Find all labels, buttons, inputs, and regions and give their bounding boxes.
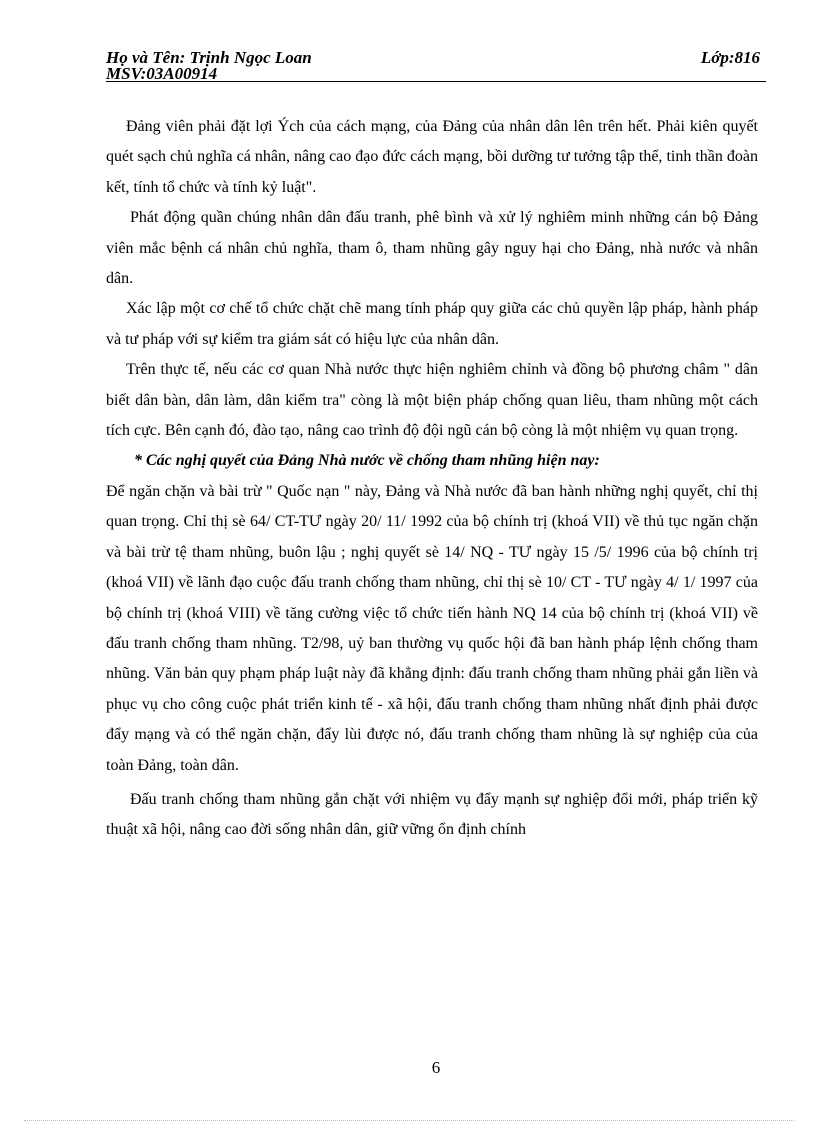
- paragraph: Xác lập một cơ chế tổ chức chặt chẽ mang tính pháp quy giữa các chủ quyền lập pháp, hành pháp và tư pháp với sự kiểm tra giám sát có hiệu lực của nhân dân.: [106, 300, 758, 348]
- header-rule: [106, 81, 766, 82]
- author-name: Họ và Tên: Trịnh Ngọc Loan: [106, 48, 312, 67]
- section-heading: * Các nghị quyết của Đảng Nhà nước về chống tham nhũng hiện nay:: [134, 452, 600, 470]
- document-body: [106, 112, 758, 846]
- page-number: 6: [431, 1058, 441, 1077]
- paragraph: Đảng viên phải đặt lợi Ých của cách mạng, của Đảng của nhân dân lên trên hết. Phải kiên quyết quét sạch chủ nghĩa cá nhân, nâng cao đạo đức cách mạng, bồi dưỡng tư tưởng tập thể, tinh thần đoàn kết, tính tổ chức và tính kỷ luật".: [106, 118, 758, 196]
- paragraph: Để ngăn chặn và bài trừ " Quốc nạn " này, Đảng và Nhà nước đã ban hành những nghị quyết, chỉ thị quan trọng. Chỉ thị sè 64/ CT-TƯ ngày 20/ 11/ 1992 của bộ chính trị (khoá VII) về thủ tục ngăn chặn và bài trừ tệ tham nhũng, buôn lậu ; nghị quyết sè 14/ NQ - TƯ ngày 15 /5/ 1996 của bộ chính trị (khoá VII) về lãnh đạo cuộc đấu tranh chống tham nhũng, chỉ thị sè 10/ CT - TƯ ngày 4/ 1/ 1997 của bộ chính trị (khoá VIII) về tăng cường việc tổ chức tiến hành NQ 14 của bộ chính trị (khoá VII) về đấu tranh chống tham nhũng. T2/98, uỷ ban thường vụ quốc hội đã ban hành pháp lệnh chống tham nhũng. Văn bản quy phạm pháp luật này đã khẳng định: đấu tranh chống tham nhũng phải gắn liền và phục vụ cho công cuộc phát triển kinh tế - xã hội, đấu tranh chống tham nhũng nhất định phải được đẩy mạng và có thể ngăn chặn, đẩy lùi được nó, đấu tranh chống tham nhũng là sự nghiệp của của toàn Đảng, toàn dân.: [106, 482, 758, 774]
- paragraph: Phát động quần chúng nhân dân đấu tranh, phê bình và xử lý nghiêm minh những cán bộ Đảng viên mắc bệnh cá nhân chủ nghĩa, tham ô, tham nhũng gây nguy hại cho Đảng, nhà nước và nhân dân.: [106, 209, 758, 288]
- paragraph: Trên thực tế, nếu các cơ quan Nhà nước thực hiện nghiêm chỉnh và đồng bộ phương châm " dân biết dân bàn, dân làm, dân kiểm tra" còng là một biện pháp chống quan liêu, tham nhũng một cách tích cực. Bên cạnh đó, đào tạo, nâng cao trình độ đội ngũ cán bộ còng là một nhiệm vụ quan trọng.: [106, 361, 758, 440]
- page-bottom-edge: [24, 1120, 794, 1121]
- paragraph: Đấu tranh chống tham nhũng gắn chặt với nhiệm vụ đẩy mạnh sự nghiệp đổi mới, pháp triển kỹ thuật xã hội, nâng cao đời sống nhân dân, giữ vững ổn định chính: [106, 790, 758, 839]
- class-label: Lớp:816: [700, 48, 760, 67]
- student-id: MSV:03A00914: [106, 64, 218, 83]
